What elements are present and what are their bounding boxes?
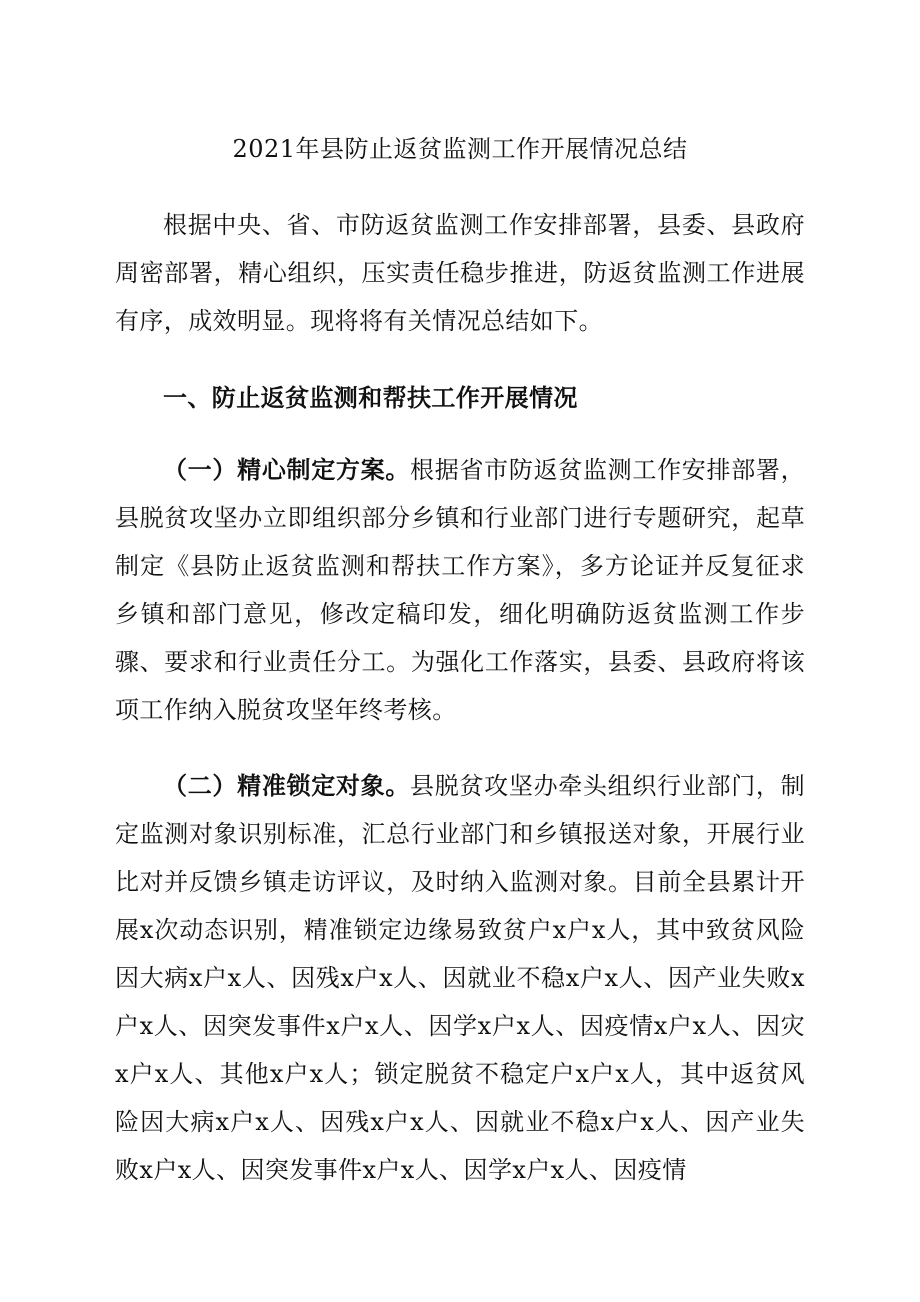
- intro-paragraph: 根据中央、省、市防返贫监测工作安排部署，县委、县政府周密部署，精心组织，压实责任稳步推进，防返贫监测工作进展有序，成效明显。现将将有关情况总结如下。: [115, 211, 805, 335]
- item-2-body: 县脱贫攻坚办牵头组织行业部门，制定监测对象识别标准，汇总行业部门和乡镇报送对象，开展行业比对并反馈乡镇走访评议，及时纳入监测对象。目前全县累计开展x次动态识别，精准锁定边缘易致贫户x户x人，其中致贫风险因大病x户x人、因残x户x人、因就业不稳x户x人、因产业失败x户x人、因突发事件x户x人、因学x户x人、因疫情x户x人、因灾x户x人、其他x户x人；锁定脱贫不稳定户x户x人，其中返贫风险因大病x户x人、因残x户x人、因就业不稳x户x人、因产业失败x户x人、因突发事件x户x人、因学x户x人、因疫情: [115, 772, 806, 1184]
- item-1-lead: （一）精心制定方案。: [163, 455, 411, 484]
- item-1-paragraph: [115, 446, 805, 734]
- item-2-lead: （二）精准锁定对象。: [163, 771, 411, 800]
- item-1-body: 根据省市防返贫监测工作安排部署，县脱贫攻坚办立即组织部分乡镇和行业部门进行专题研究，起草制定《县防止返贫监测和帮扶工作方案》，多方论证并反复征求乡镇和部门意见，修改定稿印发，细化明确防返贫监测工作步骤、要求和行业责任分工。为强化工作落实，县委、县政府将该项工作纳入脱贫攻坚年终考核。: [115, 456, 806, 724]
- document-title: 2021年县防止返贫监测工作开展情况总结: [232, 135, 688, 163]
- section-heading-1: 一、防止返贫监测和帮扶工作开展情况: [163, 383, 578, 412]
- item-2-paragraph: [115, 762, 805, 1194]
